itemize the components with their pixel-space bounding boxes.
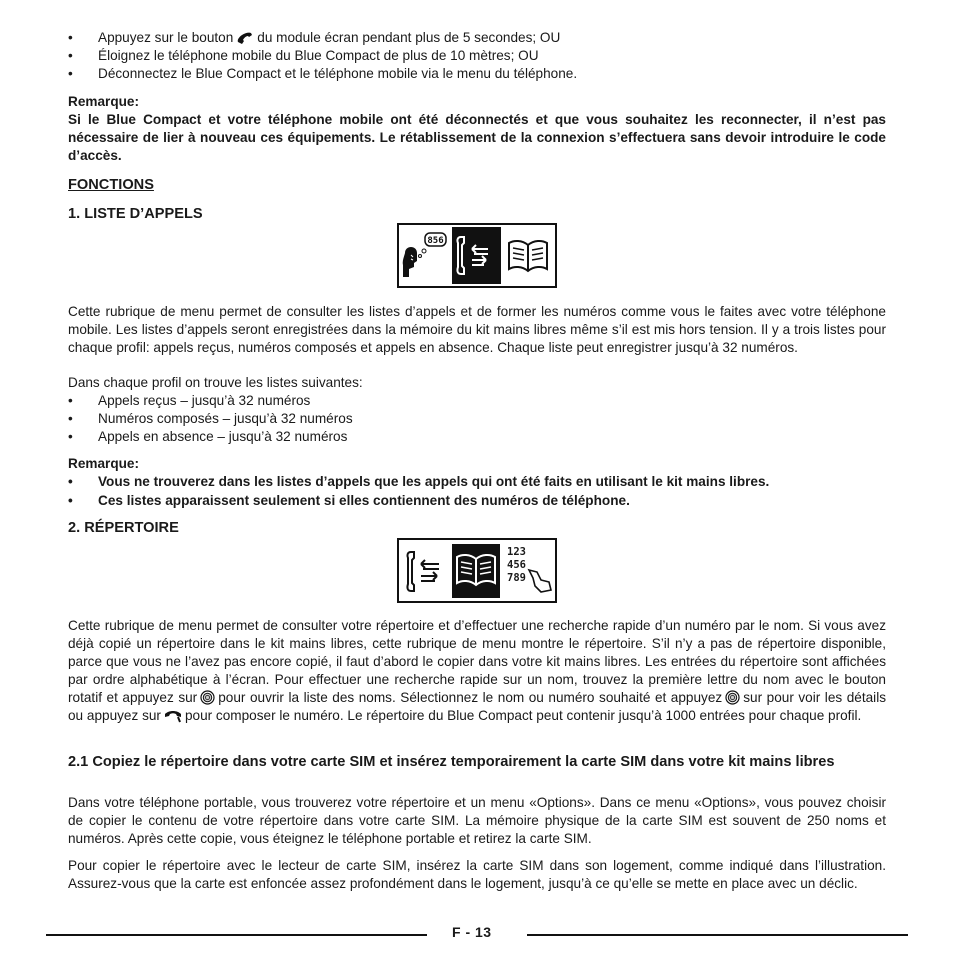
phone-icon — [236, 31, 254, 45]
bullet-text: du module écran pendant plus de 5 secondes; OU — [257, 30, 561, 45]
footer-rule-left — [46, 934, 427, 936]
note-label: Remarque: — [68, 456, 140, 471]
lcd-display-directory — [397, 538, 557, 603]
section-heading-call-list: 1. LISTE D’APPELS — [68, 206, 203, 222]
section-heading-directory: 2. RÉPERTOIRE — [68, 520, 179, 536]
call-list-icon — [405, 546, 449, 596]
keypad-icon — [507, 546, 557, 598]
page-number: F - 13 — [452, 924, 492, 940]
call-list-paragraph: Cette rubrique de menu permet de consulter les listes d’appels et de former les numéros comme vous le faites avec votre téléphone mobile. Les listes d’appels seront enregistrées dans la mémoire du kit mains libres même s’il est mis hors tension. Il y a trois listes pour chaque profil: appels reçus, numéros composés et appels en absence. Chaque liste peut enregistrer jusqu’à 32 numéros. — [68, 304, 886, 356]
lcd-selected-item — [452, 544, 500, 598]
keypad-row: 456 — [507, 559, 526, 571]
rotary-button-icon — [725, 690, 740, 705]
lcd-badge: 856 — [427, 236, 444, 246]
note-text: Si le Blue Compact et votre téléphone mobile ont été déconnectés et que vous souhaitez les reconnecter, il n’est pas nécessaire de lier à nouveau ces équipements. Le rétablissement de la connexion s’effectuera sans devoir introduire le code d’accès. — [68, 112, 886, 164]
pointer-hand-icon — [527, 568, 553, 594]
person-speaking-icon — [401, 231, 449, 283]
call-list-intro: Dans chaque profil on trouve les listes suivantes: — [68, 375, 363, 390]
sim-copy-paragraph: Dans votre téléphone portable, vous trouverez votre répertoire et un menu «Options». Dans ce menu «Options», vous pouvez choisir de copier le contenu de votre répertoire dans votre carte SIM. La mémoire physique de la carte SIM est souvent de 250 noms et numéros. Après cette copie, vous éteignez le téléphone portable et retirez la carte SIM. — [68, 795, 886, 847]
bullet-text: Appuyez sur le bouton — [98, 30, 234, 45]
lcd-display-call-list — [397, 223, 557, 288]
phone-icon — [164, 710, 182, 723]
manual-page: • Appuyez sur le bouton du module écran pendant plus de 5 secondes; OU • Éloignez le téléphone mobile du Blue Compact de plus de 10 mètres; OU • Déconnectez le Blue Compact et le téléphone mobile via le menu du téléphone. Remarque: Si le Blue Compact et votre téléphone mobile ont été déconnectés et que vous souhaitez les reconnecter, il n’est pas nécessaire de lier à nouveau ces équipements. Le rétablissement de la connexion s’effectuera sans devoir introduire le code d’accès. FONCTIONS 1. LISTE D’APPELS 856 Cette rubrique de menu permet de consulter les listes d’appels et de former les numéros comme vous le faites avec votre téléphone mobile. Les listes d’appels seront enregistrées dans la mémoire du kit mains libres même s’il est mis hors tension. Il y a trois listes pour chaque profil: appels reçus, numéros composés et appels en absence. Chaque liste peut enregistrer jusqu’à 32 numéros. Dans chaque profil on trouve les listes suivantes: • Appels reçus – jusqu’à 32 numéros • Numéros composés – jusqu’à 32 numéros • Appels en absence – jusqu’à 32 numéros Remarque: • Vous ne trouverez dans les listes d’appels que les appels qui ont été faits en utilisant le kit mains libres. • Ces listes apparaissent seulement si elles contiennent des numéros de téléphone. 2. RÉPERTOIRE 123 456 789 Cette rubrique de menu permet de consulter votre répertoire et d’effectuer une recherche rapide d’un numéro par le nom. Si vous avez déjà copié un répertoire dans le kit mains libres, cette rubrique de menu montre le répertoire. S’il n’y a pas de répertoire disponible, parce que vous ne l’avez pas encore copié, il faut d’abord le copier dans votre kit mains libres. Les entrées du répertoire sont affichées par ordre alphabétique à l’écran. Pour effectuer une recherche rapide sur un nom, trouvez la première lettre du nom avec le bouton rotatif et appuyez sur pour ouvrir la liste des noms. Sélectionnez le nom ou numéro souhaité et appuyez sur pour voir les détails ou appuyez sur pour composer le numéro. Le répertoire du Blue Compact peut contenir jusqu’à 1000 entrées pour chaque profil. 2.1 Copiez le répertoire dans votre carte SIM et insérez temporairement la carte SIM dans votre kit mains libres Dans votre téléphone portable, vous trouverez votre répertoire et un menu «Options». Dans ce menu «Options», vous pouvez choisir de copier le contenu de votre répertoire dans votre carte SIM. La mémoire physique de la carte SIM est souvent de 250 noms et numéros. Après cette copie, vous éteignez le téléphone portable et retirez la carte SIM. Pour copier le répertoire avec le lecteur de carte SIM, insérez la carte SIM dans son logement, comme indiqué dans l’illustration. Assurez-vous que la carte est enfoncée assez profondément dans le logement, jusqu’à ce qu’elle se mette en place avec un déclic. F - 13 — [0, 0, 954, 954]
note-label: Remarque: — [68, 94, 140, 109]
keypad-row: 123 — [507, 546, 526, 558]
keypad-row: 789 — [507, 572, 526, 584]
section-title: FONCTIONS — [68, 177, 154, 193]
footer-rule-right — [527, 934, 908, 936]
rotary-button-icon — [200, 690, 215, 705]
bullet-text: Déconnectez le Blue Compact et le téléphone mobile via le menu du téléphone. — [98, 66, 578, 81]
directory-paragraph: Cette rubrique de menu permet de consulter votre répertoire et d’effectuer une recherche rapide d’un numéro par le nom. Si vous avez déjà copié un répertoire dans le kit mains libres, cette rubrique de menu montre le répertoire. S’il n’y a pas de répertoire disponible, parce que vous ne l’avez pas encore copié, il faut d’abord le copier dans votre kit mains libres. Les entrées du répertoire sont affichées par ordre alphabétique à l’écran. Pour effectuer une recherche rapide sur un nom, trouvez la première lettre du nom avec le bouton rotatif et appuyez sur pour ouvrir la liste des noms. Sélectionnez le nom ou numéro souhaité et appuyez sur pour voir les détails ou appuyez sur pour composer le numéro. Le répertoire du Blue Compact peut contenir jusqu’à 1000 entrées pour chaque profil. — [68, 618, 887, 724]
book-icon — [452, 544, 500, 598]
bullet-text: Éloignez le téléphone mobile du Blue Compact de plus de 10 mètres; OU — [98, 48, 539, 63]
call-list-icon — [452, 227, 501, 284]
lcd-selected-item — [452, 227, 501, 284]
sim-reader-paragraph: Pour copier le répertoire avec le lecteur de carte SIM, insérez la carte SIM dans son logement, comme indiqué dans l’illustration. Assurez-vous que la carte est enfoncée assez profondément dans le logement, jusqu’à ce qu’elle se mette en place avec un déclic. — [68, 858, 886, 892]
section-heading-2-1: 2.1 Copiez le répertoire dans votre carte SIM et insérez temporairement la carte SIM dans votre kit mains libres — [68, 754, 835, 770]
book-icon — [507, 237, 549, 275]
